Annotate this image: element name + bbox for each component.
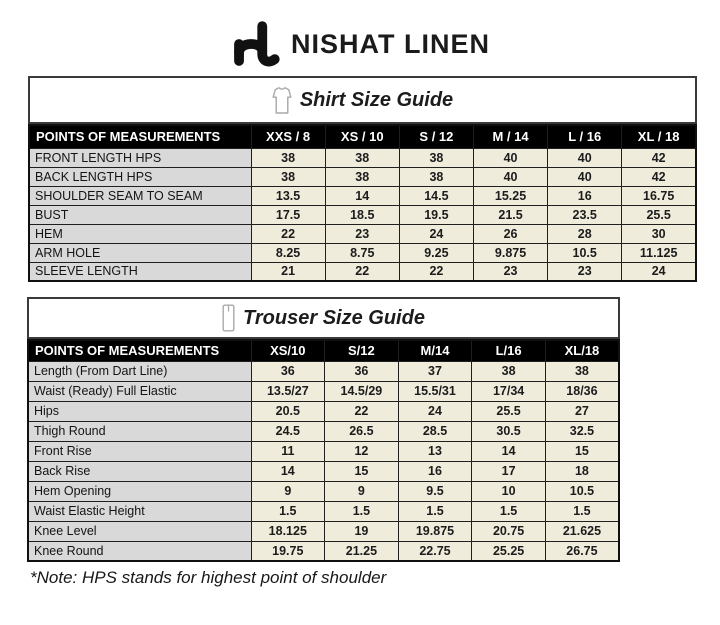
measurement-value: 32.5 — [545, 421, 619, 441]
measurement-value: 28.5 — [398, 421, 472, 441]
shirt-icon — [272, 86, 292, 115]
measurement-value: 14 — [472, 441, 546, 461]
measurement-value: 20.75 — [472, 521, 546, 541]
table-row — [28, 401, 619, 421]
shirt-size-table — [28, 124, 697, 282]
measurement-value: 1.5 — [472, 501, 546, 521]
measurement-value: 9.25 — [399, 243, 473, 262]
measurement-label: Knee Level — [28, 521, 251, 541]
measurement-value: 38 — [325, 167, 399, 186]
measurement-value: 10 — [472, 481, 546, 501]
brand-name: NISHAT LINEN — [291, 28, 490, 59]
measurement-value: 24 — [398, 401, 472, 421]
header-size-s-12: S / 12 — [399, 125, 473, 148]
measurement-value: 11 — [251, 441, 325, 461]
table-row — [29, 205, 696, 224]
measurement-value: 27 — [545, 401, 619, 421]
measurement-value: 25.5 — [622, 205, 696, 224]
measurement-value: 42 — [622, 148, 696, 167]
measurement-value: 17.5 — [251, 205, 325, 224]
measurement-value: 36 — [325, 361, 399, 381]
trouser-guide-title-text: Trouser Size Guide — [243, 306, 425, 329]
measurement-value: 24 — [622, 262, 696, 281]
measurement-value: 36 — [251, 361, 325, 381]
measurement-value: 14.5/29 — [325, 381, 399, 401]
measurement-value: 8.75 — [325, 243, 399, 262]
brand-header — [0, 0, 720, 72]
measurement-label: Waist (Ready) Full Elastic — [28, 381, 251, 401]
measurement-value: 40 — [548, 167, 622, 186]
measurement-value: 25.5 — [472, 401, 546, 421]
measurement-label: HEM — [29, 224, 251, 243]
measurement-value: 1.5 — [398, 501, 472, 521]
header-size-xl-18: XL / 18 — [622, 125, 696, 148]
measurement-value: 19.875 — [398, 521, 472, 541]
header-points-of-measurements: POINTS OF MEASUREMENTS — [29, 125, 251, 148]
header-size-xs-10: XS/10 — [251, 340, 325, 361]
measurement-value: 19.5 — [399, 205, 473, 224]
measurement-value: 24.5 — [251, 421, 325, 441]
measurement-label: SHOULDER SEAM TO SEAM — [29, 186, 251, 205]
measurement-value: 38 — [325, 148, 399, 167]
header-size-l-16: L/16 — [472, 340, 546, 361]
table-header-row — [28, 340, 619, 361]
measurement-value: 24 — [399, 224, 473, 243]
measurement-value: 10.5 — [545, 481, 619, 501]
measurement-label: Front Rise — [28, 441, 251, 461]
measurement-label: Length (From Dart Line) — [28, 361, 251, 381]
measurement-value: 23.5 — [548, 205, 622, 224]
measurement-value: 28 — [548, 224, 622, 243]
measurement-value: 15.25 — [473, 186, 547, 205]
measurement-value: 18.5 — [325, 205, 399, 224]
measurement-value: 9 — [251, 481, 325, 501]
measurement-value: 17/34 — [472, 381, 546, 401]
measurement-label: Hem Opening — [28, 481, 251, 501]
measurement-value: 19.75 — [251, 541, 325, 561]
header-points-of-measurements: POINTS OF MEASUREMENTS — [28, 340, 251, 361]
measurement-value: 30.5 — [472, 421, 546, 441]
measurement-value: 16 — [548, 186, 622, 205]
measurement-value: 38 — [251, 148, 325, 167]
measurement-value: 17 — [472, 461, 546, 481]
header-size-l-16: L / 16 — [548, 125, 622, 148]
measurement-label: Thigh Round — [28, 421, 251, 441]
measurement-value: 22.75 — [398, 541, 472, 561]
measurement-value: 14 — [251, 461, 325, 481]
measurement-value: 1.5 — [325, 501, 399, 521]
measurement-value: 16 — [398, 461, 472, 481]
measurement-value: 1.5 — [251, 501, 325, 521]
table-row — [28, 421, 619, 441]
measurement-value: 9.875 — [473, 243, 547, 262]
table-header-row — [29, 125, 696, 148]
measurement-value: 23 — [473, 262, 547, 281]
table-row — [29, 262, 696, 281]
measurement-value: 23 — [548, 262, 622, 281]
table-row — [28, 521, 619, 541]
measurement-value: 37 — [398, 361, 472, 381]
measurement-value: 9.5 — [398, 481, 472, 501]
measurement-label: Knee Round — [28, 541, 251, 561]
measurement-value: 21.5 — [473, 205, 547, 224]
measurement-value: 19 — [325, 521, 399, 541]
measurement-value: 20.5 — [251, 401, 325, 421]
measurement-value: 22 — [325, 262, 399, 281]
measurement-value: 23 — [325, 224, 399, 243]
measurement-value: 40 — [473, 148, 547, 167]
measurement-label: BUST — [29, 205, 251, 224]
measurement-value: 13.5 — [251, 186, 325, 205]
measurement-value: 18.125 — [251, 521, 325, 541]
measurement-value: 38 — [545, 361, 619, 381]
measurement-value: 8.25 — [251, 243, 325, 262]
measurement-label: FRONT LENGTH HPS — [29, 148, 251, 167]
nishat-nl-monogram-icon — [230, 19, 282, 69]
measurement-value: 13.5/27 — [251, 381, 325, 401]
measurement-value: 14 — [325, 186, 399, 205]
measurement-value: 38 — [472, 361, 546, 381]
table-row — [28, 501, 619, 521]
header-size-xs-10: XS / 10 — [325, 125, 399, 148]
measurement-value: 15 — [325, 461, 399, 481]
measurement-value: 30 — [622, 224, 696, 243]
measurement-value: 21.625 — [545, 521, 619, 541]
measurement-value: 40 — [548, 148, 622, 167]
measurement-value: 12 — [325, 441, 399, 461]
measurement-value: 21.25 — [325, 541, 399, 561]
measurement-value: 15.5/31 — [398, 381, 472, 401]
measurement-value: 14.5 — [399, 186, 473, 205]
trouser-icon — [222, 304, 235, 332]
measurement-value: 21 — [251, 262, 325, 281]
header-size-xxs-8: XXS / 8 — [251, 125, 325, 148]
measurement-label: BACK LENGTH HPS — [29, 167, 251, 186]
shirt-guide-title — [28, 76, 697, 124]
measurement-label: SLEEVE LENGTH — [29, 262, 251, 281]
measurement-value: 1.5 — [545, 501, 619, 521]
measurement-value: 40 — [473, 167, 547, 186]
measurement-label: ARM HOLE — [29, 243, 251, 262]
table-row — [29, 167, 696, 186]
table-row — [28, 461, 619, 481]
measurement-value: 16.75 — [622, 186, 696, 205]
header-size-s-12: S/12 — [325, 340, 399, 361]
measurement-value: 26 — [473, 224, 547, 243]
measurement-value: 11.125 — [622, 243, 696, 262]
measurement-value: 22 — [251, 224, 325, 243]
measurement-value: 26.5 — [325, 421, 399, 441]
measurement-value: 38 — [399, 148, 473, 167]
table-row — [29, 224, 696, 243]
measurement-value: 18 — [545, 461, 619, 481]
header-size-xl-18: XL/18 — [545, 340, 619, 361]
trouser-size-table — [27, 339, 620, 562]
shirt-guide-title-text: Shirt Size Guide — [299, 88, 454, 111]
measurement-value: 9 — [325, 481, 399, 501]
header-size-m-14: M / 14 — [473, 125, 547, 148]
table-row — [28, 481, 619, 501]
footnote: *Note: HPS stands for highest point of shoulder — [30, 568, 387, 587]
measurement-value: 13 — [398, 441, 472, 461]
trouser-size-guide-section — [27, 297, 620, 562]
measurement-label: Back Rise — [28, 461, 251, 481]
measurement-label: Waist Elastic Height — [28, 501, 251, 521]
measurement-label: Hips — [28, 401, 251, 421]
table-row — [29, 186, 696, 205]
table-row — [28, 381, 619, 401]
header-size-m-14: M/14 — [398, 340, 472, 361]
measurement-value: 15 — [545, 441, 619, 461]
measurement-value: 26.75 — [545, 541, 619, 561]
measurement-value: 42 — [622, 167, 696, 186]
table-row — [28, 541, 619, 561]
measurement-value: 25.25 — [472, 541, 546, 561]
measurement-value: 22 — [399, 262, 473, 281]
measurement-value: 10.5 — [548, 243, 622, 262]
table-row — [29, 148, 696, 167]
measurement-value: 22 — [325, 401, 399, 421]
shirt-size-guide-section — [28, 76, 697, 282]
table-row — [28, 361, 619, 381]
table-row — [29, 243, 696, 262]
measurement-value: 38 — [251, 167, 325, 186]
trouser-guide-title — [27, 297, 620, 339]
table-row — [28, 441, 619, 461]
measurement-value: 18/36 — [545, 381, 619, 401]
measurement-value: 38 — [399, 167, 473, 186]
